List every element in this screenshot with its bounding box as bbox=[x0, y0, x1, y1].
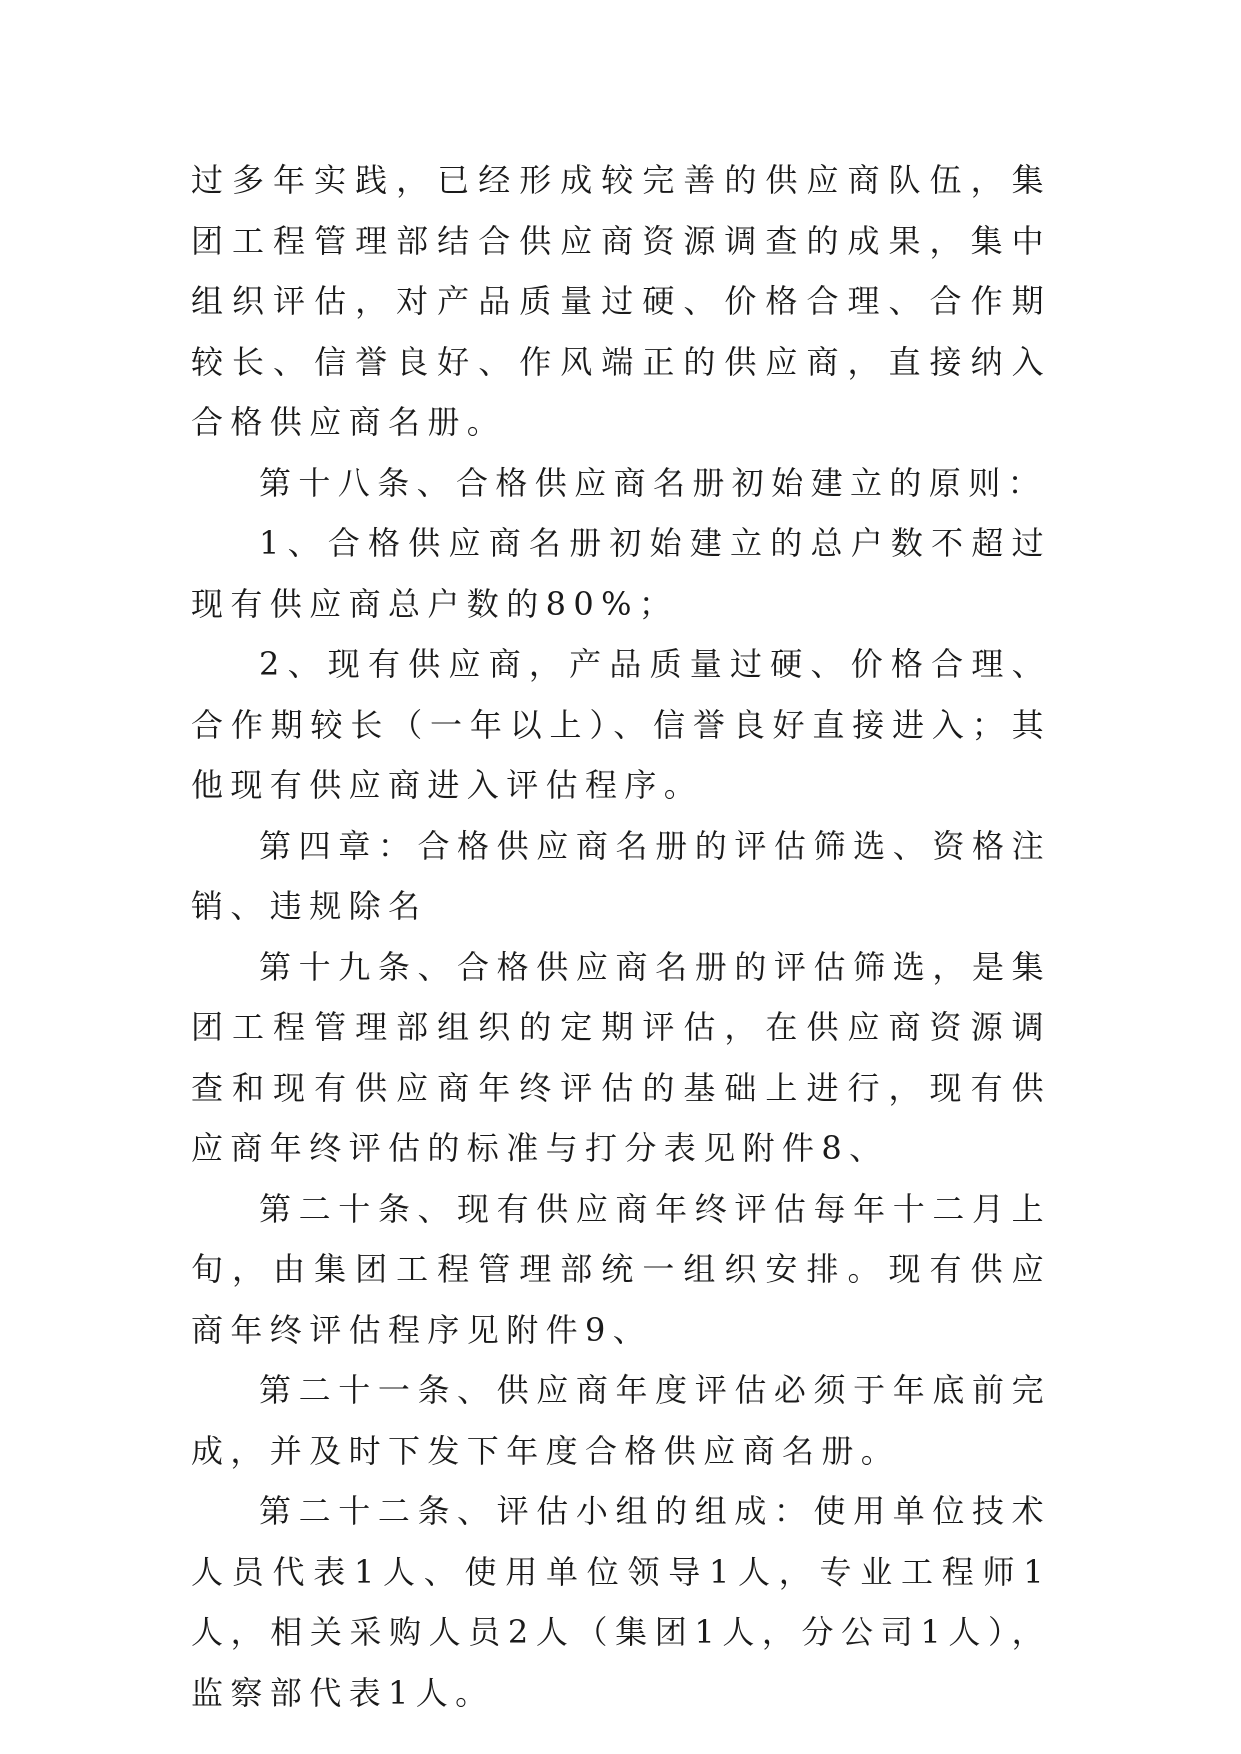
paragraph-continuation: 过多年实践，已经形成较完善的供应商队伍，集团工程管理部结合供应商资源调查的成果，集中组织评估，对产品质量过硬、价格合理、合作期较长、信誉良好、作风端正的供应商，直接纳入合格供应商名册。 bbox=[191, 161, 1051, 441]
article-18-item-1: 1、合格供应商名册初始建立的总户数不超过现有供应商总户数的80%； bbox=[191, 524, 1051, 623]
chapter-4-heading: 第四章：合格供应商名册的评估筛选、资格注销、违规除名 bbox=[191, 826, 1051, 925]
article-18-heading: 第十八条、合格供应商名册初始建立的原则： bbox=[259, 463, 1048, 502]
article-19: 第十九条、合格供应商名册的评估筛选，是集团工程管理部组织的定期评估，在供应商资源调查和现有供应商年终评估的基础上进行，现有供应商年终评估的标准与打分表见附件8、 bbox=[191, 947, 1051, 1167]
article-18-item-2: 2、现有供应商，产品质量过硬、价格合理、合作期较长（一年以上）、信誉良好直接进入；其他现有供应商进入评估程序。 bbox=[191, 645, 1051, 804]
article-21: 第二十一条、供应商年度评估必须于年底前完成，并及时下发下年度合格供应商名册。 bbox=[191, 1371, 1051, 1470]
article-22: 第二十二条、评估小组的组成：使用单位技术人员代表1人、使用单位领导1人，专业工程师1人，相关采购人员2人（集团1人，分公司1人），监察部代表1人。 bbox=[191, 1492, 1051, 1712]
document-body bbox=[191, 150, 1051, 1723]
article-20: 第二十条、现有供应商年终评估每年十二月上旬，由集团工程管理部统一组织安排。现有供应商年终评估程序见附件9、 bbox=[191, 1189, 1051, 1349]
